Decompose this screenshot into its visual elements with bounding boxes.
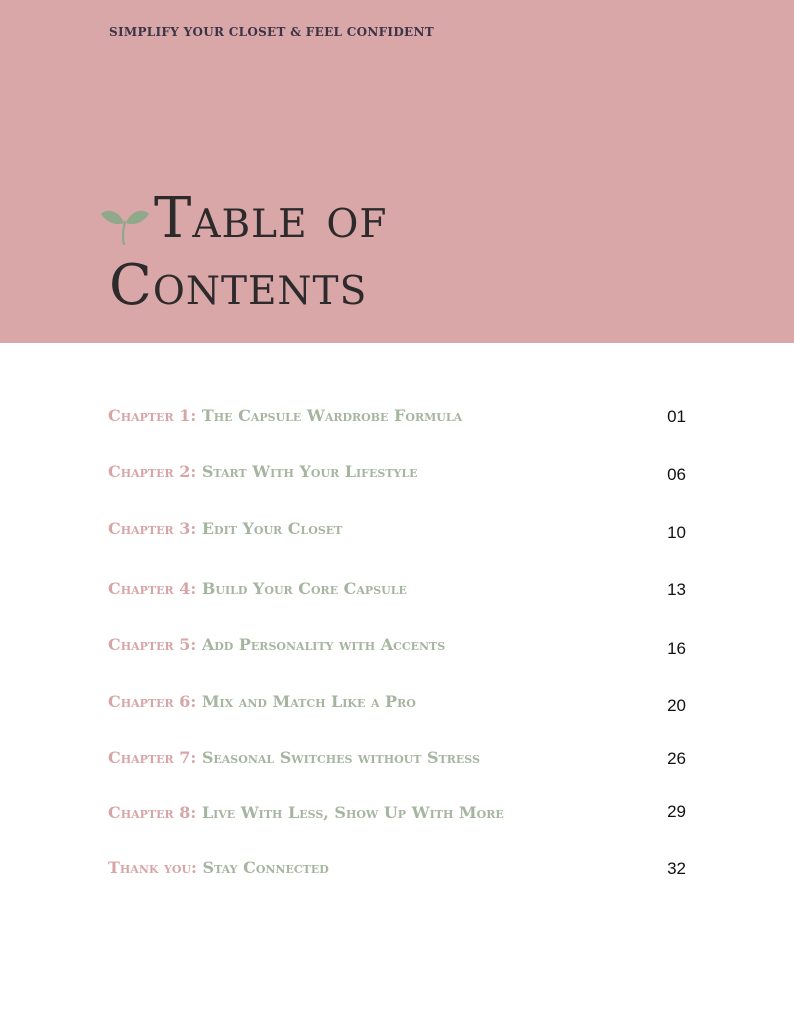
- toc-entry-title: The Capsule Wardrobe Formula: [201, 406, 463, 425]
- toc-entry-page: 13: [667, 580, 686, 599]
- toc-entry-title: Edit Your Closet: [201, 519, 343, 538]
- toc-entry-prefix: Chapter 6:: [108, 692, 202, 711]
- toc-entry-title: Mix and Match Like a Pro: [201, 692, 416, 711]
- toc-entry-prefix: Chapter 1:: [108, 406, 202, 425]
- sprout-icon: [100, 203, 150, 245]
- toc-entry-title: Add Personality with Accents: [201, 635, 446, 654]
- toc-entry-label: [108, 464, 417, 480]
- toc-entry-chapter-1[interactable]: [108, 408, 688, 436]
- toc-entry-title: Start With Your Lifestyle: [201, 462, 418, 481]
- toc-entry-label: [108, 581, 407, 597]
- toc-entry-prefix: Chapter 8:: [108, 803, 202, 822]
- toc-entry-page: 01: [667, 407, 686, 426]
- toc-entry-title: Build Your Core Capsule: [201, 579, 407, 598]
- toc-entry-label: [108, 750, 480, 766]
- page-kicker: SIMPLIFY YOUR CLOSET & FEEL CONFIDENT: [109, 25, 434, 39]
- toc-entry-prefix: Chapter 3:: [108, 519, 202, 538]
- toc-entry-label: [108, 521, 342, 537]
- toc-entry-chapter-4[interactable]: [108, 581, 688, 609]
- toc-entry-label: [108, 637, 445, 653]
- toc-entry-label: [108, 408, 462, 424]
- toc-entry-page: 10: [667, 523, 686, 542]
- page-title-line-2: Contents: [109, 253, 368, 318]
- toc-entry-chapter-6[interactable]: [108, 694, 688, 722]
- toc-entry-prefix: Thank you:: [108, 858, 203, 877]
- toc-entry-page: 32: [667, 859, 686, 878]
- toc-entry-prefix: Chapter 5:: [108, 635, 202, 654]
- toc-entry-label: [108, 694, 416, 710]
- toc-entry-thank-you[interactable]: [108, 860, 688, 888]
- toc-entry-page: 20: [667, 696, 686, 715]
- toc-entry-title: Stay Connected: [202, 858, 329, 877]
- toc-entry-title: Live With Less, Show Up With More: [201, 803, 504, 822]
- toc-entry-prefix: Chapter 7:: [108, 748, 202, 767]
- toc-entry-title: Seasonal Switches without Stress: [201, 748, 480, 767]
- toc-entry-page: 06: [667, 465, 686, 484]
- toc-entry-page: 26: [667, 749, 686, 768]
- toc-entry-chapter-8[interactable]: [108, 802, 688, 833]
- toc-entry-chapter-7[interactable]: [108, 750, 688, 778]
- toc-entry-label: [108, 860, 329, 876]
- toc-entry-prefix: Chapter 2:: [108, 462, 202, 481]
- toc-entry-chapter-5[interactable]: [108, 637, 688, 665]
- toc-entry-prefix: Chapter 4:: [108, 579, 202, 598]
- toc-entry-page: 29: [667, 802, 686, 821]
- page-title-line-1: Table of: [154, 186, 388, 251]
- toc-entry-chapter-2[interactable]: [108, 464, 688, 492]
- toc-entry-page: 16: [667, 639, 686, 658]
- toc-entry-chapter-3[interactable]: [108, 521, 688, 549]
- toc-entry-label: [108, 805, 504, 821]
